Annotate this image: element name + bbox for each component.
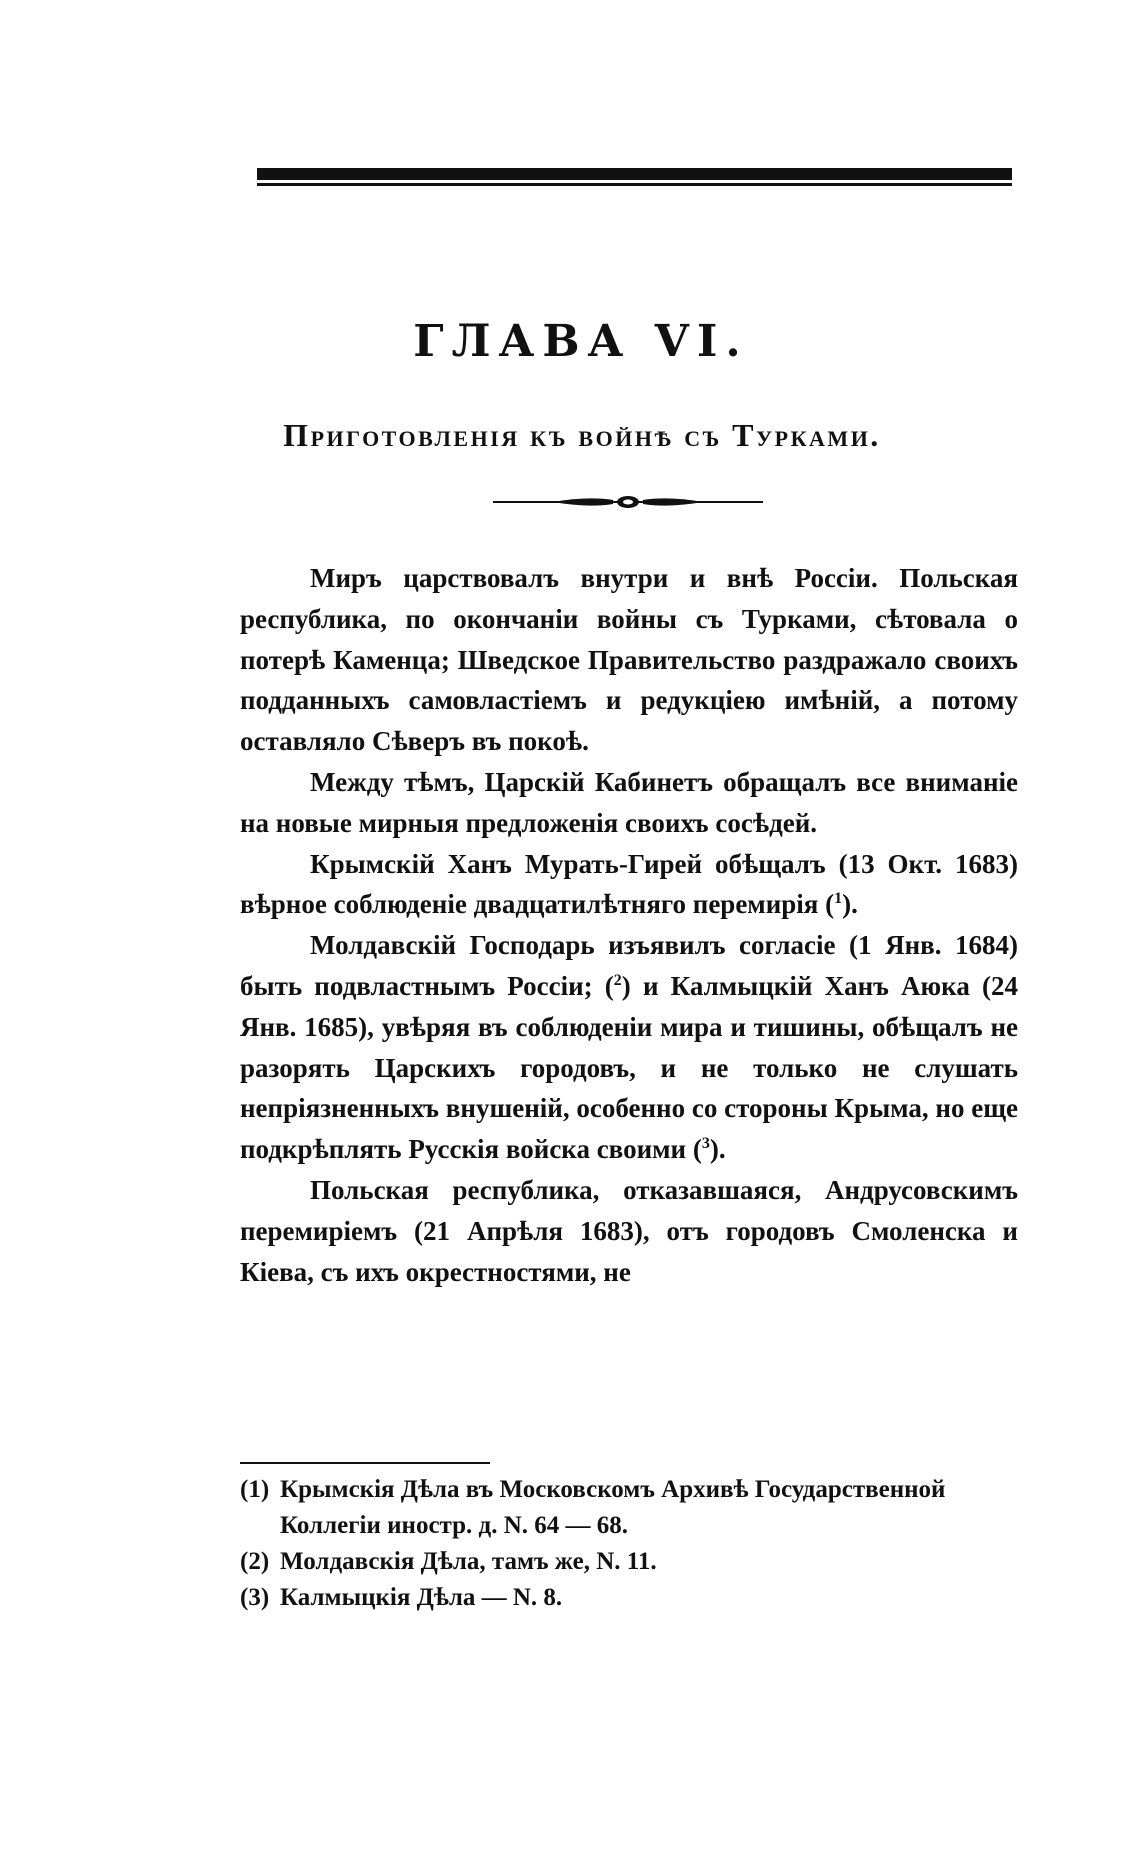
header-double-rule <box>257 168 1012 188</box>
footnote-ref-1[interactable]: 1 <box>834 890 843 908</box>
chapter-subtitle: Приготовленія къ войнѣ съ Турками. <box>283 417 881 453</box>
paragraph-4-end: ). <box>709 1134 726 1165</box>
footnote-text: Молдавскія Дѣла, тамъ же, N. 11. <box>280 1548 657 1575</box>
footnote-mark: (1) <box>240 1476 270 1503</box>
header-rule-thick <box>257 168 1012 180</box>
ornament-divider-icon <box>493 494 763 510</box>
footnote-separator <box>240 1462 490 1464</box>
footnote-ref-2[interactable]: 2 <box>613 971 622 989</box>
paragraph-5: Польская республика, отказавшаяся, Андрусовскимъ перемиріемъ (21 Апрѣля 1683), отъ городовъ Смоленска и Кіева, съ ихъ окрестностями, не <box>240 1174 1018 1287</box>
footnote-text: Калмыцкія Дѣла — N. 8. <box>280 1584 563 1611</box>
header-rule-thin <box>257 183 1012 186</box>
body-text <box>240 558 1018 1292</box>
chapter-title: ГЛАВА VI. <box>413 316 749 367</box>
paragraph-4-part-b: ) и Калмыцкій Ханъ Аюка (24 Янв. 1685), увѣряя въ соблюденіи мира и тишины, обѣщалъ не разорять Царскихъ городовъ, и не только не слушать непріязненныхъ внушеній, особенно со стороны Крыма, но еще подкрѣплять Русскія войска своими ( <box>240 970 1018 1165</box>
paragraph-4 <box>240 925 1018 1170</box>
footnote-2 <box>240 1544 1018 1580</box>
paragraph-2: Между тѣмъ, Царскій Кабинетъ обращалъ все вниманіе на новые мирныя предложенія своихъ сосѣдей. <box>240 766 1018 838</box>
footnotes <box>240 1472 1018 1616</box>
paragraph-3-end: ). <box>842 889 858 920</box>
paragraph-4-part-a: Молдавскій Господарь изъявилъ согласіе (1 Янв. 1684) быть подвластнымъ Россіи; ( <box>240 930 1018 1001</box>
footnote-mark: (2) <box>240 1548 270 1575</box>
footnote-text: Крымскія Дѣла въ Московскомъ Архивѣ Государственной Коллегіи иностр. д. N. 64 — 68. <box>280 1476 946 1539</box>
footnote-mark: (3) <box>240 1584 270 1611</box>
footnote-ref-3[interactable]: 3 <box>701 1135 710 1153</box>
paragraph-3-text: Крымскій Ханъ Мурать-Гирей обѣщалъ (13 Окт. 1683) вѣрное соблюденіе двадцатилѣтняго перемирія ( <box>240 848 1018 920</box>
footnote-3 <box>240 1580 1018 1616</box>
paragraph-1: Миръ царствовалъ внутри и внѣ Россіи. Польская республика, по окончаніи войны съ Турками, сѣтовала о потерѣ Каменца; Шведское Правительство раздражало своихъ подданныхъ самовластіемъ и редукціею имѣній, а потому оставляло Сѣверъ въ покоѣ. <box>240 563 1018 757</box>
paragraph-3 <box>240 844 1018 926</box>
footnote-1 <box>240 1472 1018 1544</box>
